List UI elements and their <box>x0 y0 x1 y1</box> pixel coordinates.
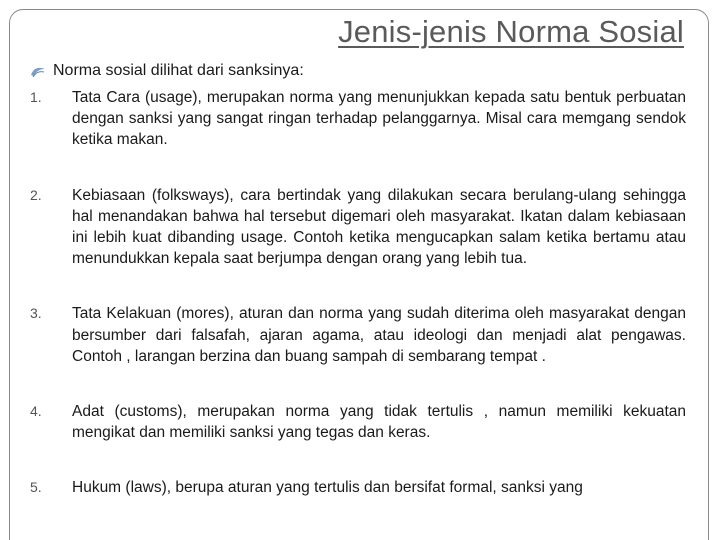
list-item <box>30 87 686 151</box>
item-number: 4. <box>30 403 42 420</box>
item-number: 2. <box>30 186 42 203</box>
list-item <box>30 303 686 367</box>
item-text: Hukum (laws), berupa aturan yang tertulis dan bersifat formal, sanksi yang <box>72 479 583 497</box>
intro-text: Norma sosial dilihat dari sanksinya: <box>53 62 304 79</box>
intro-line <box>30 61 304 81</box>
norm-list <box>30 87 686 533</box>
fancy-bullet-icon <box>30 66 46 78</box>
item-number: 3. <box>30 305 42 322</box>
list-item <box>30 401 686 443</box>
list-item <box>30 185 686 270</box>
item-text: Tata Cara (usage), merupakan norma yang menunjukkan kepada satu bentuk perbuatan dengan sanksi yang sangat ringan terhadap pelanggarnya. Misal cara memgang sendok ketika makan. <box>72 89 686 149</box>
item-text: Tata Kelakuan (mores), aturan dan norma yang sudah diterima oleh masyarakat dengan bersumber dari falsafah, ajaran agama, atau ideologi dan menjadi alat pengawas. Contoh , larangan berzina dan buang sampah di sembarang tempat . <box>72 305 686 365</box>
item-number: 1. <box>30 89 42 105</box>
list-item <box>30 477 686 498</box>
item-text: Kebiasaan (folksways), cara bertindak yang dilakukan secara berulang-ulang sehingga hal menandakan bahwa hal tersebut digemari oleh masyarakat. Ikatan dalam kebiasaan ini lebih kuat dibanding usage. Contoh ketika mengucapkan salam ketika bertamu atau menundukkan kepala saat berjumpa dengan orang yang lebih tua. <box>72 186 686 268</box>
slide-title: Jenis-jenis Norma Sosial <box>338 14 684 49</box>
item-number: 5. <box>30 479 42 496</box>
item-text: Adat (customs), merupakan norma yang tidak tertulis , namun memiliki kekuatan mengikat dan memiliki sanksi yang tegas dan keras. <box>72 403 686 442</box>
